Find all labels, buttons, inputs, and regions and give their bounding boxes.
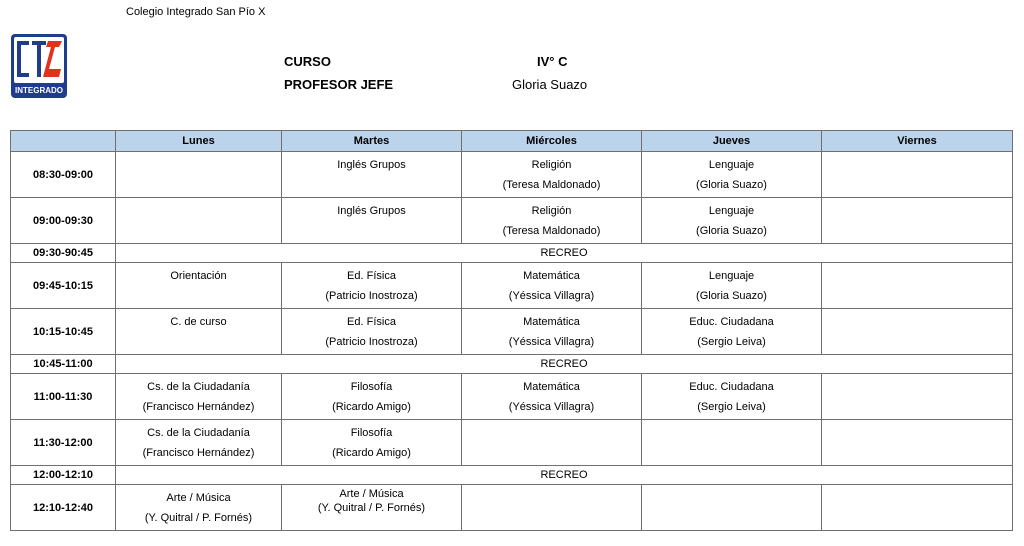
teacher-name: (Y. Quitral / P. Fornés) [144,512,253,524]
schedule-row [11,374,1013,420]
class-cell [116,263,282,309]
teacher-name [116,283,281,289]
teacher-name: (Gloria Suazo) [696,179,767,191]
class-cell [822,485,1013,531]
class-cell [282,420,462,466]
teacher-name: (Gloria Suazo) [696,225,767,237]
class-cell [462,152,642,198]
header-corner [11,131,116,152]
teacher-name: (Francisco Hernández) [142,401,255,413]
class-cell [642,420,822,466]
time-slot: 10:45-11:00 [11,355,116,374]
schedule-row [11,263,1013,309]
recreo-label: RECREO [116,466,1013,485]
class-cell [116,485,282,531]
teacher-name: (Ricardo Amigo) [332,447,411,459]
recreo-label: RECREO [116,355,1013,374]
class-cell [822,420,1013,466]
class-cell [642,485,822,531]
subject-name: Matemática [523,316,580,328]
subject-name: Religión [531,159,572,171]
class-cell [642,198,822,244]
time-slot: 09:30-90:45 [11,244,116,263]
teacher-name: (Gloria Suazo) [696,290,767,302]
schedule-table [10,130,1013,531]
svg-text:INTEGRADO: INTEGRADO [15,86,63,95]
teacher-name: (Sergio Leiva) [697,336,766,348]
header-day: Martes [282,131,462,152]
subject-name: Ed. Física [347,316,396,328]
subject-name: Inglés Grupos [337,205,406,217]
schedule-row [11,152,1013,198]
subject-name: Matemática [523,270,580,282]
class-cell [116,198,282,244]
teacher-name [282,218,461,224]
teacher-name [822,380,1012,386]
teacher-name [282,172,461,178]
teacher-name [116,204,281,210]
subject-name: Lenguaje [708,205,755,217]
class-cell [282,374,462,420]
time-slot: 11:30-12:00 [11,420,116,466]
class-cell [462,198,642,244]
profesor-jefe-value: Gloria Suazo [512,77,588,92]
colegio-integrado-logo-icon [10,33,68,99]
recreo-row [11,244,1013,263]
teacher-name: (Patricio Inostroza) [325,290,418,302]
teacher-name [822,204,1012,210]
class-cell [642,152,822,198]
schedule-row [11,198,1013,244]
class-cell [642,263,822,309]
subject-name: Filosofía [350,427,393,439]
subject-name: Educ. Ciudadana [689,316,774,328]
subject-name: C. de curso [170,316,227,328]
class-cell [822,263,1013,309]
subject-name: Lenguaje [708,270,755,282]
class-cell [822,152,1013,198]
class-cell [822,309,1013,355]
teacher-name: (Ricardo Amigo) [332,401,411,413]
teacher-name [822,315,1012,321]
recreo-label: RECREO [116,244,1013,263]
class-cell [116,309,282,355]
class-cell [282,152,462,198]
teacher-name [822,158,1012,164]
teacher-name [822,426,1012,432]
class-cell [116,152,282,198]
subject-name: Filosofía [350,381,393,393]
time-slot: 11:00-11:30 [11,374,116,420]
curso-value: IV° C [537,54,568,69]
teacher-name [116,158,281,164]
recreo-row [11,466,1013,485]
teacher-name [116,329,281,335]
class-cell [822,374,1013,420]
time-slot: 09:00-09:30 [11,198,116,244]
time-slot: 12:10-12:40 [11,485,116,531]
recreo-row [11,355,1013,374]
schedule-row [11,309,1013,355]
class-cell [116,374,282,420]
class-cell [462,309,642,355]
time-slot: 12:00-12:10 [11,466,116,485]
subject-name: Cs. de la Ciudadanía [147,381,250,393]
teacher-name: (Sergio Leiva) [697,401,766,413]
class-cell [282,485,462,531]
time-slot: 09:45-10:15 [11,263,116,309]
subject-name: Ed. Física [347,270,396,282]
class-cell [642,374,822,420]
schedule-row [11,420,1013,466]
teacher-name: (Y. Quitral / P. Fornés) [317,502,426,514]
schedule-row [11,485,1013,531]
subject-name: Lenguaje [708,159,755,171]
subject-name: Orientación [170,270,227,282]
header-day: Jueves [642,131,822,152]
class-cell [462,374,642,420]
teacher-name: (Yéssica Villagra) [508,336,595,348]
class-cell [116,420,282,466]
subject-name: Educ. Ciudadana [689,381,774,393]
teacher-name [462,491,641,497]
teacher-name: (Teresa Maldonado) [502,225,601,237]
teacher-name: (Yéssica Villagra) [508,401,595,413]
class-cell [282,309,462,355]
subject-name: Cs. de la Ciudadanía [147,427,250,439]
teacher-name: (Patricio Inostroza) [325,336,418,348]
teacher-name [642,491,821,497]
class-cell [282,198,462,244]
teacher-name [462,426,641,432]
header-day: Miércoles [462,131,642,152]
subject-name: Arte / Música [166,492,231,504]
header-day: Lunes [116,131,282,152]
teacher-name: (Teresa Maldonado) [502,179,601,191]
subject-name: Arte / Música [339,488,404,500]
class-cell [822,198,1013,244]
class-cell [642,309,822,355]
subject-name: Matemática [523,381,580,393]
teacher-name [822,269,1012,275]
class-cell [282,263,462,309]
time-slot: 08:30-09:00 [11,152,116,198]
profesor-jefe-label: PROFESOR JEFE [284,77,394,92]
header-day: Viernes [822,131,1013,152]
class-cell [462,420,642,466]
teacher-name: (Francisco Hernández) [142,447,255,459]
class-cell [462,485,642,531]
time-slot: 10:15-10:45 [11,309,116,355]
subject-name: Religión [531,205,572,217]
teacher-name [642,426,821,432]
teacher-name: (Yéssica Villagra) [508,290,595,302]
teacher-name [822,491,1012,497]
subject-name: Inglés Grupos [337,159,406,171]
class-cell [462,263,642,309]
school-name: Colegio Integrado San Pío X [126,6,266,18]
header-row [11,131,1013,152]
curso-label: CURSO [284,54,331,69]
